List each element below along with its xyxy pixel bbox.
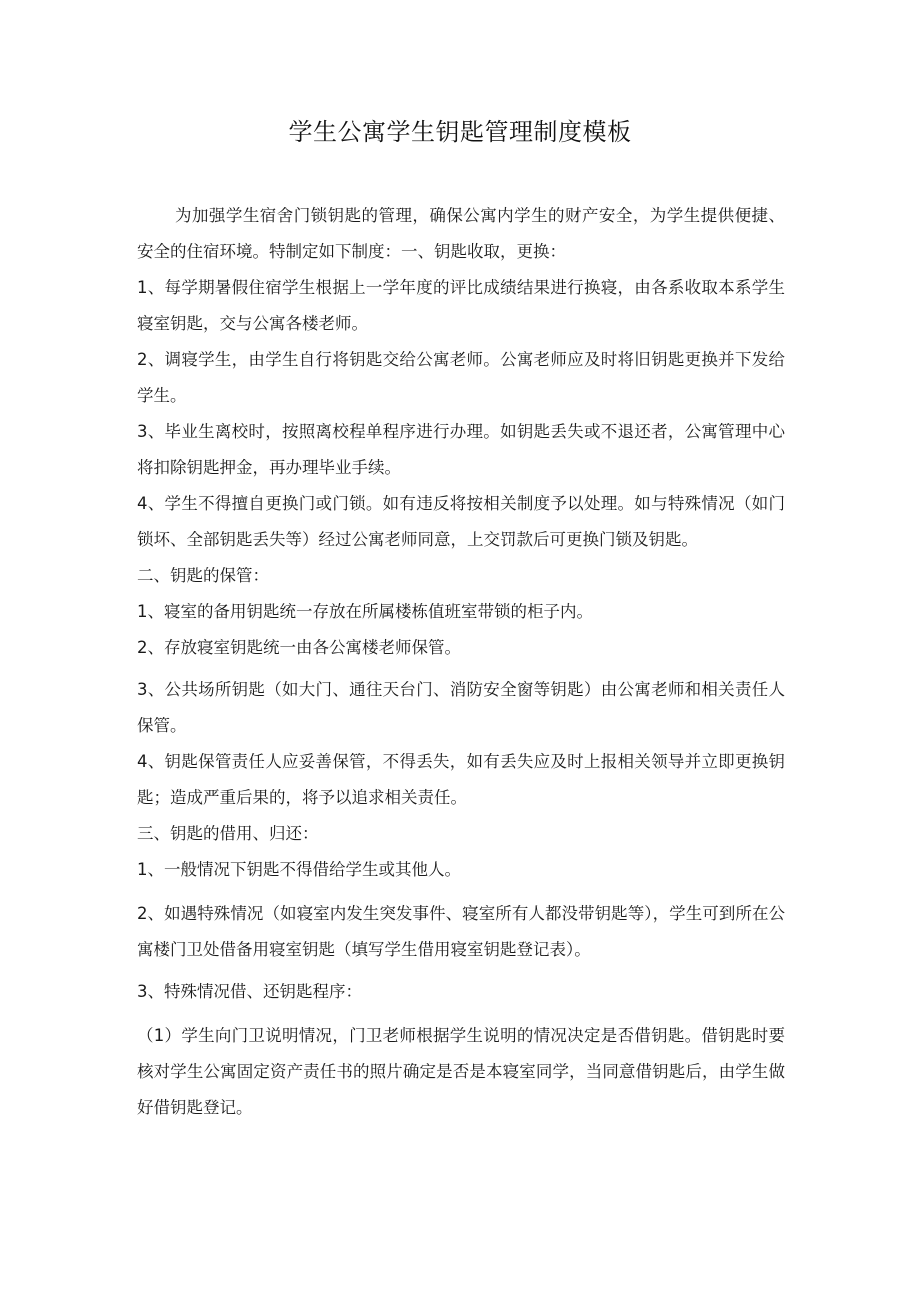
paragraph-3-3: 3、特殊情况借、还钥匙程序： bbox=[137, 982, 362, 1001]
paragraph-3-1: 1、一般情况下钥匙不得借给学生或其他人。 bbox=[137, 860, 461, 879]
section-heading-2: 二、钥匙的保管： bbox=[137, 566, 269, 585]
paragraph-2-1: 1、寝室的备用钥匙统一存放在所属楼栋值班室带锁的柜子内。 bbox=[137, 602, 593, 621]
paragraph-2-2: 2、存放寝室钥匙统一由各公寓楼老师保管。 bbox=[137, 638, 461, 657]
paragraph-1-3: 3、毕业生离校时，按照离校程单程序进行办理。如钥匙丢失或不退还者，公寓管理中心将扣除钥匙押金，再办理毕业手续。 bbox=[137, 422, 785, 477]
paragraph-intro: 为加强学生宿舍门锁钥匙的管理，确保公寓内学生的财产安全，为学生提供便捷、安全的住宿环境。特制定如下制度：一、钥匙收取，更换： bbox=[137, 206, 785, 261]
paragraph-3-3-1: （1）学生向门卫说明情况，门卫老师根据学生说明的情况决定是否借钥匙。借钥匙时要核对学生公寓固定资产责任书的照片确定是否是本寝室同学，当同意借钥匙后，由学生做好借钥匙登记。 bbox=[137, 1026, 785, 1117]
paragraph-2-4: 4、钥匙保管责任人应妥善保管，不得丢失，如有丢失应及时上报相关领导并立即更换钥匙；造成严重后果的，将予以追求相关责任。 bbox=[137, 752, 785, 807]
paragraph-1-4: 4、学生不得擅自更换门或门锁。如有违反将按相关制度予以处理。如与特殊情况（如门锁坏、全部钥匙丢失等）经过公寓老师同意，上交罚款后可更换门锁及钥匙。 bbox=[137, 494, 785, 549]
document-body bbox=[137, 198, 785, 1126]
section-heading-3: 三、钥匙的借用、归还： bbox=[137, 824, 319, 843]
paragraph-2-3: 3、公共场所钥匙（如大门、通往天台门、消防安全窗等钥匙）由公寓老师和相关责任人保管。 bbox=[137, 680, 785, 735]
paragraph-1-2: 2、调寝学生，由学生自行将钥匙交给公寓老师。公寓老师应及时将旧钥匙更换并下发给学生。 bbox=[137, 350, 785, 405]
document-title: 学生公寓学生钥匙管理制度模板 bbox=[288, 118, 632, 146]
paragraph-3-2: 2、如遇特殊情况（如寝室内发生突发事件、寝室所有人都没带钥匙等），学生可到所在公寓楼门卫处借备用寝室钥匙（填写学生借用寝室钥匙登记表）。 bbox=[137, 904, 785, 959]
paragraph-1-1: 1、每学期暑假住宿学生根据上一学年度的评比成绩结果进行换寝，由各系收取本系学生寝室钥匙，交与公寓各楼老师。 bbox=[137, 278, 785, 333]
